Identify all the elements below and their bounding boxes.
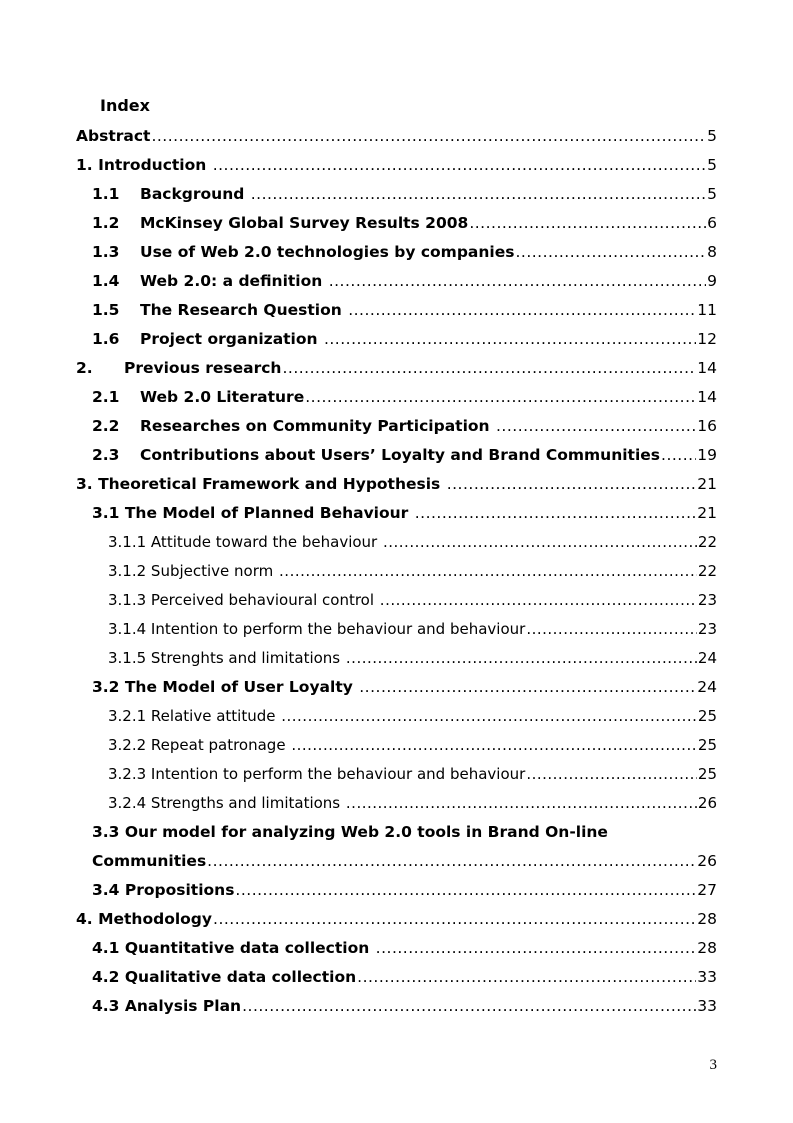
toc-entry[interactable] <box>0 876 793 905</box>
dot-leader <box>291 731 697 760</box>
toc-entry[interactable] <box>0 354 793 383</box>
toc-entry[interactable] <box>0 847 793 876</box>
dot-leader <box>380 586 697 615</box>
page-number: 3 <box>709 1057 717 1073</box>
toc-entry-page: 9 <box>707 272 717 290</box>
toc-entry-number: 1.5 <box>92 301 120 319</box>
toc-entry-label: 3.1.5 Strenghts and limitations <box>108 649 345 667</box>
dot-leader <box>213 905 696 934</box>
toc-entry-label: 3.2 The Model of User Loyalty <box>92 678 359 696</box>
toc-entry-label: Use of Web 2.0 technologies by companies <box>140 243 515 261</box>
dot-leader <box>357 963 696 992</box>
toc-entry-page: 11 <box>697 301 717 319</box>
toc-entry-label: Researches on Community Participation <box>140 417 495 435</box>
toc-row <box>92 499 717 528</box>
toc-row <box>108 528 717 557</box>
dot-leader <box>251 180 706 209</box>
dot-leader <box>346 789 697 818</box>
toc-entry-page: 23 <box>697 591 717 609</box>
toc-entry-page: 33 <box>697 968 717 986</box>
toc-entry-label: 4.1 Quantitative data collection <box>92 939 375 957</box>
toc-row <box>92 383 717 412</box>
toc-row <box>92 963 717 992</box>
dot-leader <box>376 934 697 963</box>
toc-entry-page: 25 <box>697 707 717 725</box>
toc-row <box>76 122 717 151</box>
toc-entry[interactable] <box>0 615 793 644</box>
index-title: Index <box>100 96 150 115</box>
toc-entry-page: 21 <box>697 475 717 493</box>
toc-entry-page: 8 <box>707 243 717 261</box>
toc-entry-label: Web 2.0 Literature <box>140 388 305 406</box>
toc-entry-number: 1.6 <box>92 330 120 348</box>
toc-entry-label: 3.2.1 Relative attitude <box>108 707 281 725</box>
toc-entry-label: Web 2.0: a definition <box>140 272 328 290</box>
toc-entry-page: 22 <box>697 562 717 580</box>
dot-leader <box>213 151 706 180</box>
toc-entry-page: 21 <box>697 504 717 522</box>
toc-entry-number: 1.3 <box>92 243 120 261</box>
toc-entry[interactable] <box>0 760 793 789</box>
toc-row <box>108 615 717 644</box>
toc-entry-page: 5 <box>707 127 717 145</box>
toc-entry-page: 23 <box>697 620 717 638</box>
toc-entry-label: 3.3 Our model for analyzing Web 2.0 tools in Brand On-line <box>92 823 608 841</box>
toc-entry-label: The Research Question <box>140 301 348 319</box>
toc-entry[interactable] <box>0 963 793 992</box>
toc-entry-label: 3.1 The Model of Planned Behaviour <box>92 504 414 522</box>
toc-row <box>92 441 717 470</box>
toc-entry-page: 5 <box>707 185 717 203</box>
toc-row <box>76 470 717 499</box>
dot-leader <box>359 673 696 702</box>
toc-entry[interactable] <box>0 586 793 615</box>
toc-entry-page: 14 <box>697 388 717 406</box>
dot-leader <box>496 412 696 441</box>
toc-entry[interactable] <box>0 673 793 702</box>
toc-entry[interactable] <box>0 992 793 1021</box>
toc-entry[interactable] <box>0 412 793 441</box>
toc-entry-label: Background <box>140 185 250 203</box>
toc-row <box>92 412 717 441</box>
toc-row <box>92 180 717 209</box>
toc-entry[interactable] <box>0 644 793 673</box>
toc-entry[interactable] <box>0 789 793 818</box>
toc-row <box>92 934 717 963</box>
toc-row <box>76 905 717 934</box>
toc-entry-label: 3.2.4 Strengths and limitations <box>108 794 345 812</box>
toc-entry-page: 24 <box>697 678 717 696</box>
toc-entry-label: Previous research <box>124 359 282 377</box>
toc-entry-label: 3.1.2 Subjective norm <box>108 562 279 580</box>
toc-entry[interactable] <box>0 934 793 963</box>
dot-leader <box>383 528 697 557</box>
toc-entry-label: 3.1.3 Perceived behavioural control <box>108 591 379 609</box>
toc-row <box>76 354 717 383</box>
toc-entry[interactable] <box>0 180 793 209</box>
toc-entry-page: 27 <box>697 881 717 899</box>
toc-entry-page: 24 <box>697 649 717 667</box>
toc-entry-number: 2.2 <box>92 417 120 435</box>
dot-leader <box>415 499 697 528</box>
dot-leader <box>207 847 696 876</box>
toc-entry-label: 1. Introduction <box>76 156 212 174</box>
toc-row <box>108 789 717 818</box>
toc-row <box>92 209 717 238</box>
dot-leader <box>282 354 696 383</box>
toc-entry-label: 3.2.2 Repeat patronage <box>108 736 291 754</box>
toc-entry-label: 3.1.1 Attitude toward the behaviour <box>108 533 382 551</box>
toc-row <box>92 296 717 325</box>
toc-entry-page: 12 <box>697 330 717 348</box>
toc-entry-page: 22 <box>697 533 717 551</box>
dot-leader <box>281 702 697 731</box>
toc-entry[interactable] <box>0 557 793 586</box>
toc-row <box>92 847 717 876</box>
toc-entry-page: 26 <box>697 794 717 812</box>
toc-entry-number: 2.3 <box>92 446 120 464</box>
toc-entry-page: 33 <box>697 997 717 1015</box>
dot-leader <box>305 383 696 412</box>
toc-entry[interactable] <box>0 151 793 180</box>
dot-leader <box>324 325 696 354</box>
toc-entry[interactable] <box>0 499 793 528</box>
toc-row <box>92 267 717 296</box>
toc-entry-label: 4. Methodology <box>76 910 213 928</box>
toc-entry-label: 3. Theoretical Framework and Hypothesis <box>76 475 446 493</box>
toc-entry-label: Project organization <box>140 330 323 348</box>
toc-entry-page: 25 <box>697 765 717 783</box>
dot-leader <box>469 209 706 238</box>
toc-entry-page: 16 <box>697 417 717 435</box>
toc-entry[interactable] <box>0 238 793 267</box>
toc-entry-label: McKinsey Global Survey Results 2008 <box>140 214 469 232</box>
toc-row <box>108 586 717 615</box>
toc-entry[interactable] <box>0 296 793 325</box>
toc-row <box>108 644 717 673</box>
toc-row <box>92 238 717 267</box>
toc-entry-page: 14 <box>697 359 717 377</box>
dot-leader <box>348 296 696 325</box>
toc-row <box>76 151 717 180</box>
toc-entry-page: 6 <box>707 214 717 232</box>
dot-leader <box>346 644 697 673</box>
dot-leader <box>447 470 697 499</box>
dot-leader <box>242 992 696 1021</box>
dot-leader <box>151 122 706 151</box>
toc-entry[interactable] <box>0 209 793 238</box>
toc-entry-label: Communities <box>92 852 207 870</box>
toc-entry-page: 19 <box>697 446 717 464</box>
toc-entry-label: Contributions about Users’ Loyalty and Brand Communities <box>140 446 661 464</box>
toc-entry[interactable] <box>0 122 793 151</box>
toc-entry-label: 3.2.3 Intention to perform the behaviour and behaviour <box>108 765 526 783</box>
toc-entry[interactable] <box>0 267 793 296</box>
toc-entry-number: 1.2 <box>92 214 120 232</box>
toc-entry-label: 3.4 Propositions <box>92 881 235 899</box>
toc-entry-number: 2. <box>76 359 93 377</box>
dot-leader <box>526 615 697 644</box>
toc-entry[interactable] <box>0 702 793 731</box>
toc-row <box>92 876 717 905</box>
toc-entry[interactable] <box>0 528 793 557</box>
toc-entry-label: Abstract <box>76 127 151 145</box>
dot-leader <box>279 557 697 586</box>
toc-row <box>92 325 717 354</box>
toc-entry-page: 26 <box>697 852 717 870</box>
toc-entry[interactable] <box>0 818 793 847</box>
toc-entry-label: 4.3 Analysis Plan <box>92 997 242 1015</box>
toc-row <box>108 557 717 586</box>
toc-row <box>92 992 717 1021</box>
toc-entry-page: 25 <box>697 736 717 754</box>
toc-entry-number: 1.4 <box>92 272 120 290</box>
dot-leader <box>661 441 696 470</box>
toc-entry-page: 28 <box>697 939 717 957</box>
toc-entry-page: 28 <box>697 910 717 928</box>
toc-row <box>92 673 717 702</box>
toc-entry[interactable] <box>0 905 793 934</box>
toc-entry[interactable] <box>0 731 793 760</box>
toc-entry[interactable] <box>0 383 793 412</box>
toc-entry-number: 2.1 <box>92 388 120 406</box>
dot-leader <box>235 876 696 905</box>
toc-row <box>108 702 717 731</box>
dot-leader <box>526 760 697 789</box>
toc-entry-page: 5 <box>707 156 717 174</box>
toc-entry[interactable] <box>0 441 793 470</box>
toc-entry-label: 3.1.4 Intention to perform the behaviour and behaviour <box>108 620 526 638</box>
toc-entry[interactable] <box>0 325 793 354</box>
dot-leader <box>515 238 706 267</box>
toc-entry-label: 4.2 Qualitative data collection <box>92 968 357 986</box>
toc-row <box>92 818 717 847</box>
toc-row <box>108 760 717 789</box>
toc-entry[interactable] <box>0 470 793 499</box>
dot-leader <box>329 267 706 296</box>
toc-row <box>108 731 717 760</box>
toc-entry-number: 1.1 <box>92 185 120 203</box>
